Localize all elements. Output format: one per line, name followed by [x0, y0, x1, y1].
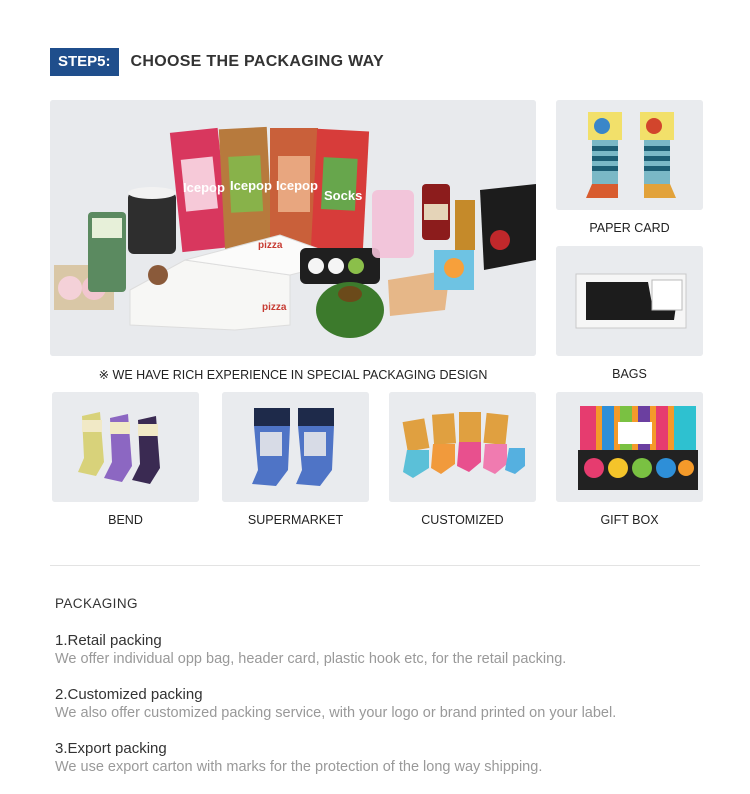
tile-caption-gift-box: GIFT BOX [600, 513, 659, 527]
customized-socks-image [403, 412, 525, 478]
packaging-item-desc: We offer individual opp bag, header card, plastic hook etc, for the retail packing. [55, 651, 567, 667]
packaging-item-title: 1.Retail packing [55, 632, 162, 649]
packaging-item [55, 632, 566, 668]
tile-caption-bags: BAGS [612, 367, 647, 381]
pizza-logo: pizza [258, 240, 283, 251]
step-badge: STEP5: [50, 48, 119, 76]
packaging-item [55, 740, 542, 776]
gift-box-image [578, 406, 698, 490]
tile-caption-paper-card: PAPER CARD [589, 221, 670, 235]
packaging-item-desc: We also offer customized packing service, with your logo or brand printed on your label. [55, 705, 617, 721]
packaging-item-desc: We use export carton with marks for the protection of the long way shipping. [55, 759, 543, 775]
bag-image [576, 274, 686, 328]
socks-label: Socks [324, 188, 363, 203]
packaging-section-title: PACKAGING [55, 596, 138, 611]
icepop-label: Icepop [276, 178, 318, 193]
packaging-item-title: 2.Customized packing [55, 686, 203, 703]
hero-packaging-image [50, 100, 536, 356]
tile-bend [52, 392, 199, 502]
hero-caption: ※ WE HAVE RICH EXPERIENCE IN SPECIAL PACKAGING DESIGN [98, 368, 488, 382]
tile-caption-bend: BEND [108, 513, 143, 527]
packaging-item-title: 3.Export packing [55, 740, 167, 757]
tile-customized [389, 392, 536, 502]
tile-caption-customized: CUSTOMIZED [421, 513, 504, 527]
bend-socks-image [78, 412, 160, 484]
tile-gift-box [556, 392, 703, 502]
divider [50, 565, 700, 566]
tile-bags [556, 246, 703, 356]
icepop-label: Icepop [183, 180, 225, 195]
tile-caption-supermarket: SUPERMARKET [247, 513, 344, 527]
packaging-item [55, 686, 616, 722]
pizza-logo: pizza [262, 302, 287, 313]
tile-supermarket [222, 392, 369, 502]
section-heading: CHOOSE THE PACKAGING WAY [130, 53, 384, 70]
tile-paper-card [556, 100, 703, 210]
step-header [50, 48, 384, 76]
icepop-label: Icepop [230, 178, 272, 193]
